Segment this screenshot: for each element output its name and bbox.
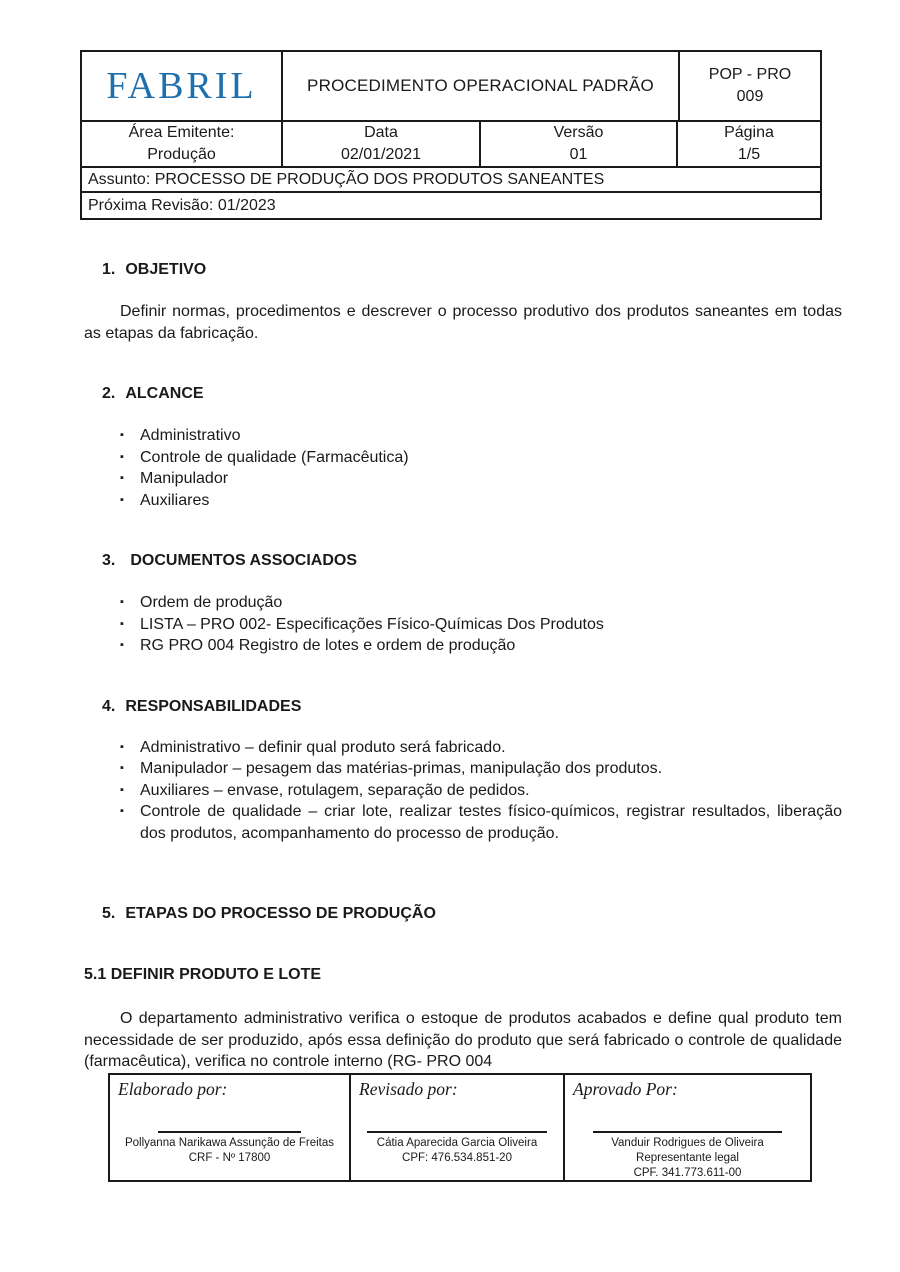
section-responsabilidades-heading — [102, 697, 842, 716]
document-code-line1: POP - PRO — [708, 66, 792, 83]
list-item: ▪ Controle de qualidade – criar lote, realizar testes físico-químicos, registrar resultados, liberação dos produtos, acompanhamento do processo de produção. — [140, 801, 842, 844]
aprovado-cell — [565, 1075, 810, 1180]
signature-table — [108, 1073, 812, 1182]
subsection-5-1-heading: 5.1 DEFINIR PRODUTO E LOTE — [84, 966, 322, 983]
list-item: ▪ Administrativo – definir qual produto será fabricado. — [140, 737, 842, 759]
date-value: 02/01/2021 — [340, 146, 422, 163]
signer-name: Pollyanna Narikawa Assunção de Freitas — [124, 1137, 335, 1149]
next-revision-cell — [82, 193, 820, 218]
issuing-area-cell — [82, 122, 283, 166]
page-cell — [678, 122, 820, 166]
documentos-list — [84, 592, 842, 657]
header-row-revision — [82, 193, 820, 218]
list-item: ▪ Administrativo — [140, 425, 842, 447]
document-code-line2: 009 — [736, 88, 764, 105]
revisado-cell — [351, 1075, 565, 1180]
list-item: ▪ Controle de qualidade (Farmacêutica) — [140, 447, 842, 469]
company-logo: FABRIL — [106, 65, 257, 107]
subject-cell — [82, 168, 820, 191]
section-alcance-number: 2. — [102, 385, 116, 402]
alcance-list — [84, 425, 842, 511]
aprovado-label: Aprovado Por: — [573, 1079, 678, 1099]
elaborado-label: Elaborado por: — [118, 1079, 228, 1099]
logo-cell — [82, 52, 283, 120]
header-row-subject — [82, 168, 820, 193]
page-label: Página — [724, 124, 774, 141]
document-code-cell — [680, 52, 820, 120]
signer-name: Vanduir Rodrigues de Oliveira — [611, 1137, 764, 1149]
next-revision-text: Próxima Revisão: 01/2023 — [88, 196, 276, 214]
section-documentos-heading — [102, 551, 842, 570]
section-etapas-heading — [102, 904, 842, 923]
section-responsabilidades-number: 4. — [102, 697, 116, 715]
date-cell — [283, 122, 481, 166]
header-row-1 — [82, 52, 820, 122]
signature-line — [593, 1131, 783, 1133]
issuing-area-value: Produção — [147, 146, 216, 163]
section-etapas-title: ETAPAS DO PROCESSO DE PRODUÇÃO — [125, 905, 436, 922]
signer-role: Representante legal — [636, 1152, 739, 1164]
responsabilidades-list — [84, 737, 842, 845]
section-objetivo-title: OBJETIVO — [125, 261, 207, 278]
section-alcance-title: ALCANCE — [125, 385, 204, 402]
document-body — [84, 224, 842, 1073]
date-label: Data — [364, 124, 398, 141]
section-responsabilidades-title: RESPONSABILIDADES — [125, 697, 302, 715]
version-cell — [481, 122, 678, 166]
document-title-cell — [283, 52, 680, 120]
elaborado-signature-block — [114, 1131, 345, 1166]
header-table — [80, 50, 822, 220]
section-alcance-heading — [102, 384, 842, 403]
signer-credential: CPF: 476.534.851-20 — [402, 1152, 512, 1164]
objetivo-paragraph: Definir normas, procedimentos e descrever o processo produtivo dos produtos saneantes em todas as etapas da fabricação. — [84, 303, 842, 342]
version-value: 01 — [569, 146, 588, 163]
revisado-signature-block — [355, 1131, 559, 1166]
version-label: Versão — [553, 124, 604, 141]
signature-line — [158, 1131, 301, 1133]
section-documentos-title: DOCUMENTOS ASSOCIADOS — [130, 552, 358, 569]
revisado-label: Revisado por: — [359, 1079, 458, 1099]
issuing-area-label: Área Emitente: — [128, 124, 235, 141]
list-item: ▪ Auxiliares — [140, 490, 842, 512]
section-etapas-number: 5. — [102, 905, 116, 922]
list-item: ▪ Manipulador — [140, 468, 842, 490]
signer-credential: CPF. 341.773.611-00 — [633, 1167, 742, 1179]
aprovado-signature-block — [569, 1131, 806, 1181]
elaborado-cell — [110, 1075, 351, 1180]
section-documentos-number: 3. — [102, 552, 116, 569]
header-row-2 — [82, 122, 820, 168]
page-value: 1/5 — [737, 146, 761, 163]
signature-line — [367, 1131, 547, 1133]
subject-text: Assunto: PROCESSO DE PRODUÇÃO DOS PRODUTOS SANEANTES — [88, 170, 605, 188]
section-objetivo-heading — [102, 260, 842, 279]
list-item: ▪ RG PRO 004 Registro de lotes e ordem de produção — [140, 635, 842, 657]
list-item: ▪ Ordem de produção — [140, 592, 842, 614]
list-item: ▪ Manipulador – pesagem das matérias-primas, manipulação dos produtos. — [140, 758, 842, 780]
signer-credential: CRF - Nº 17800 — [188, 1152, 271, 1164]
document-title: PROCEDIMENTO OPERACIONAL PADRÃO — [307, 76, 654, 95]
subsection-5-1-paragraph: O departamento administrativo verifica o estoque de produtos acabados e define qual produto tem necessidade de ser produzido, após essa definição do produto que será fabricado o controle de qualidade (farmacêutica), verifica no controle interno (RG- PRO 004 — [84, 1010, 842, 1070]
list-item: ▪ Auxiliares – envase, rotulagem, separação de pedidos. — [140, 780, 842, 802]
list-item: ▪ LISTA – PRO 002- Especificações Físico-Químicas Dos Produtos — [140, 614, 842, 636]
section-objetivo-number: 1. — [102, 261, 116, 278]
signer-name: Cátia Aparecida Garcia Oliveira — [376, 1137, 538, 1149]
